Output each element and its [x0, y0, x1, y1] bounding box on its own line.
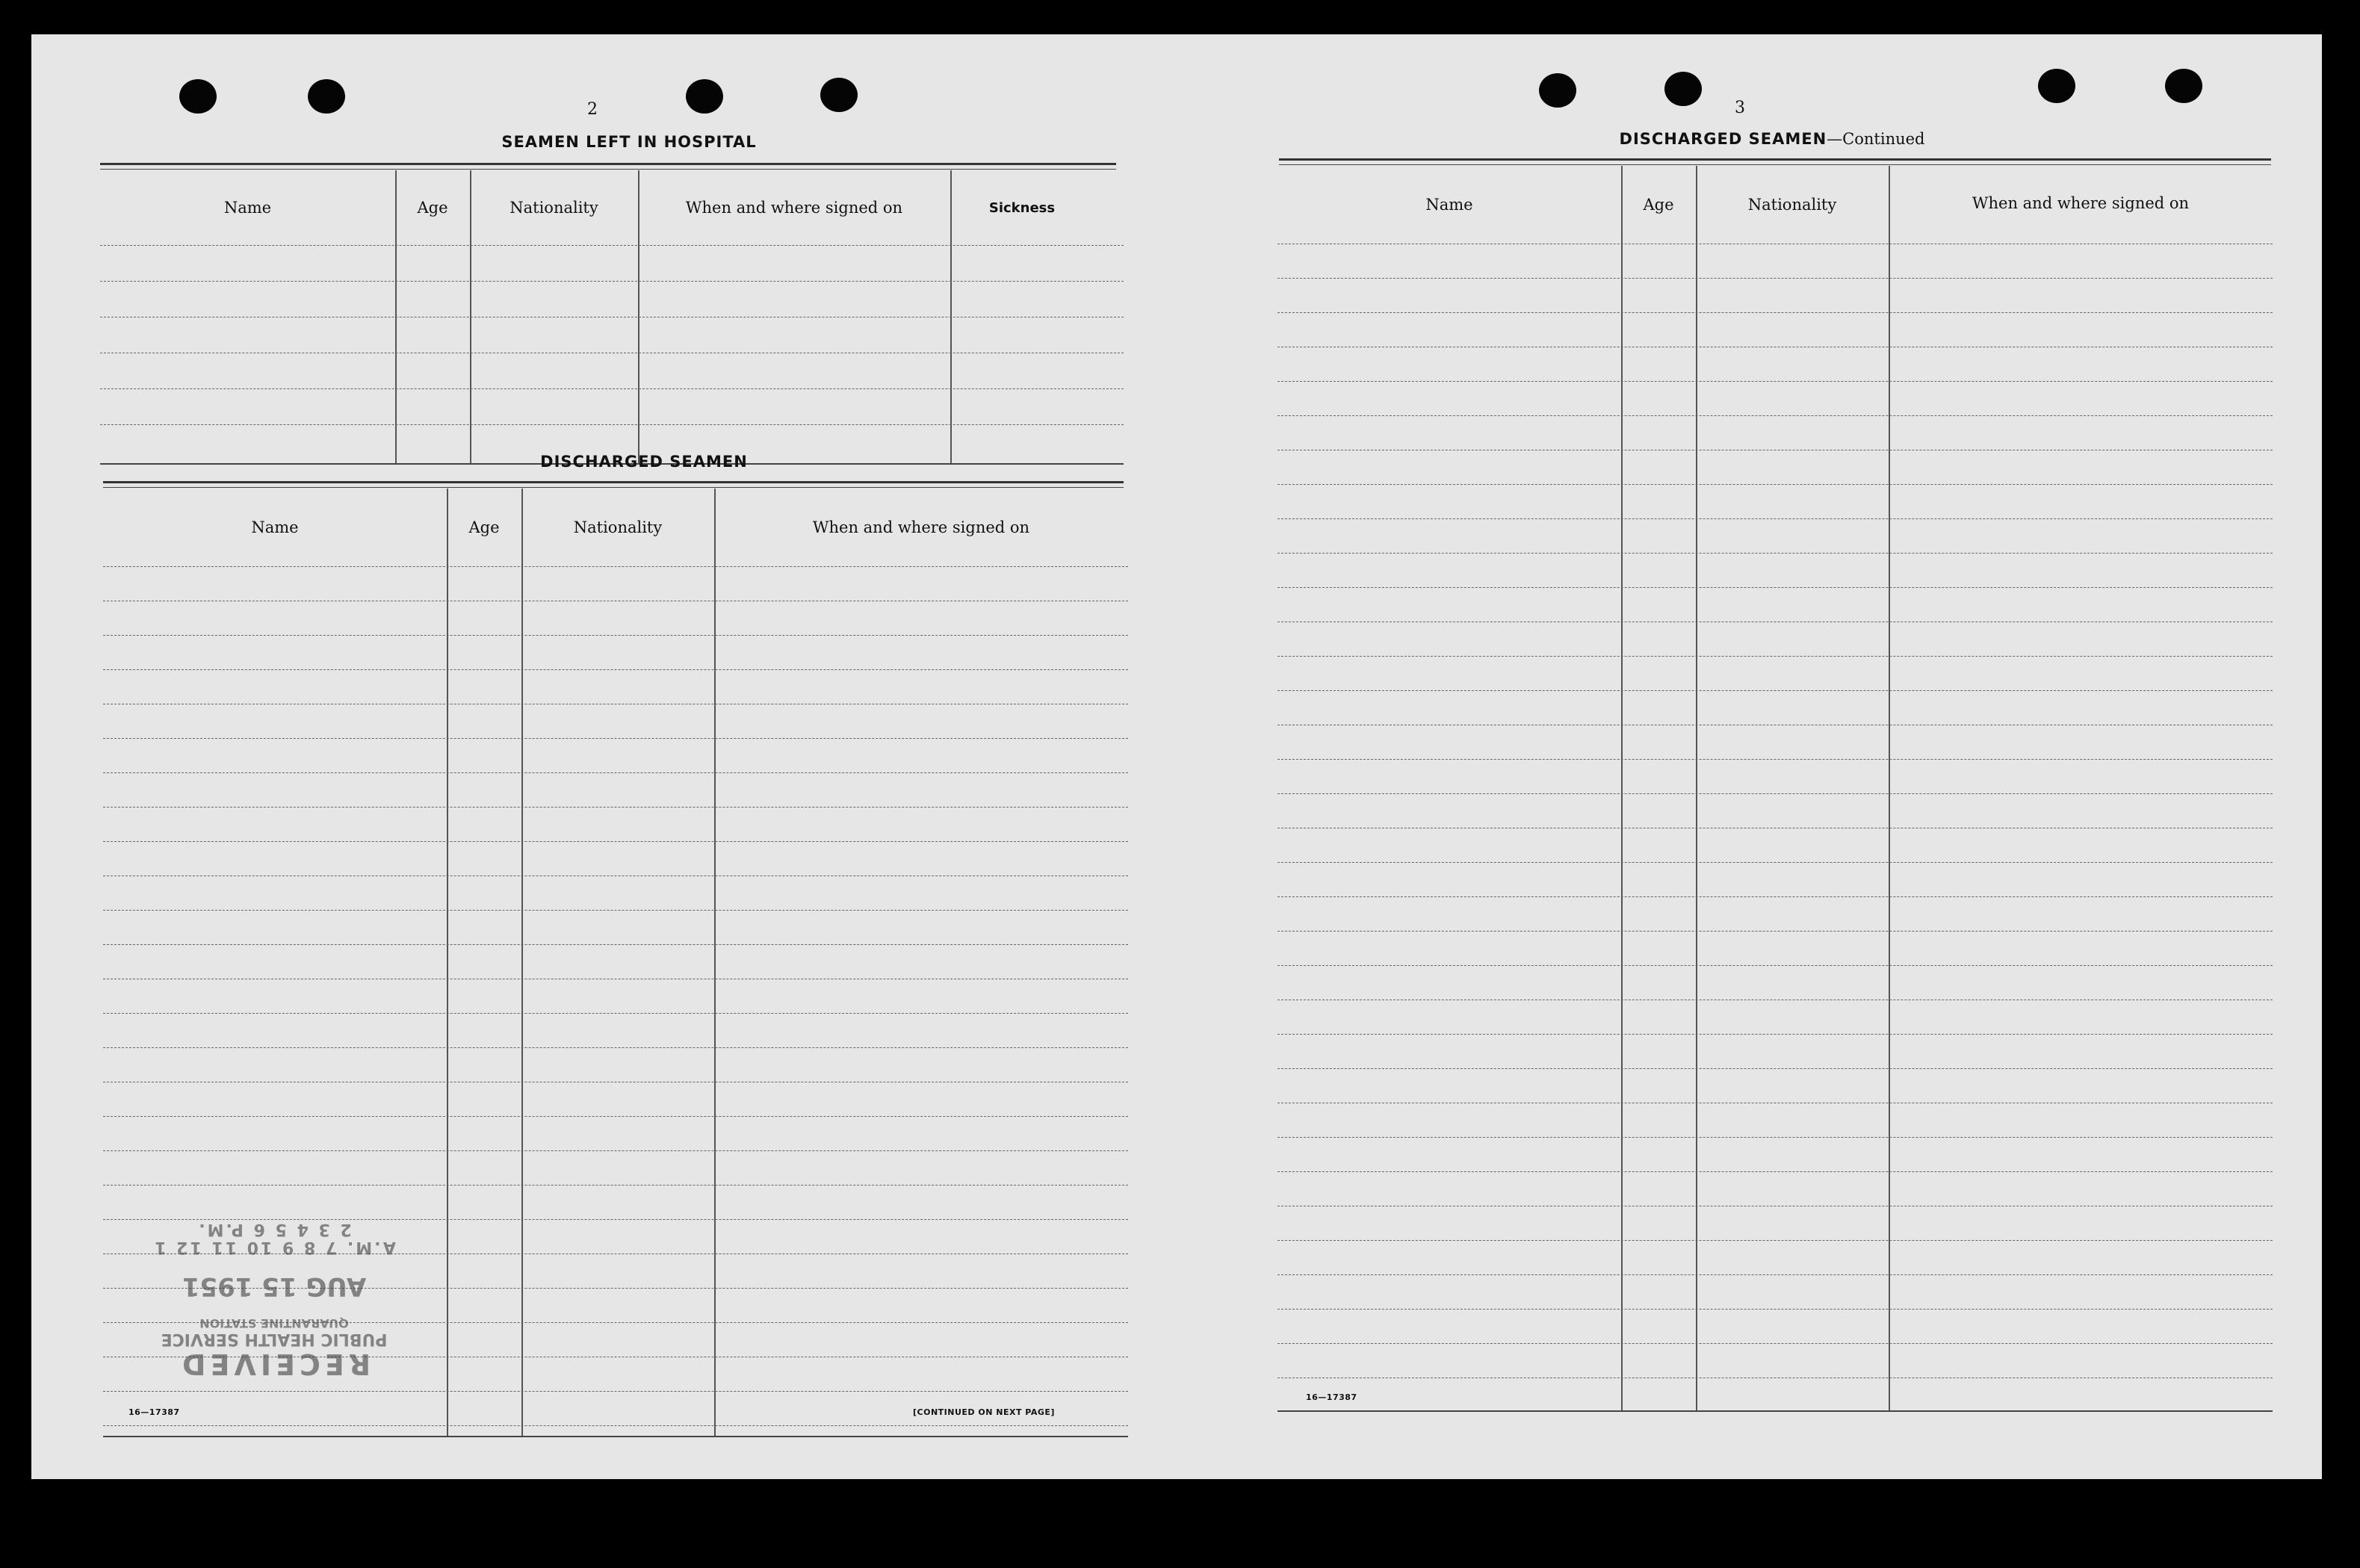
title-rule — [1279, 158, 2271, 165]
row-line — [103, 807, 1128, 808]
row-line — [1277, 1068, 2273, 1069]
form-number: 16—17387 — [1306, 1392, 1357, 1402]
column-divider — [1621, 166, 1623, 1412]
column-header-name: Name — [223, 199, 272, 217]
section-title-discharged: DISCHARGED SEAMEN — [540, 453, 748, 471]
row-line — [100, 388, 1124, 389]
row-line — [103, 772, 1128, 773]
column-header-nationality: Nationality — [1747, 196, 1837, 214]
row-line — [1277, 278, 2273, 279]
row-line — [103, 738, 1128, 739]
row-line — [103, 566, 1128, 567]
row-line — [1277, 759, 2273, 760]
left-page — [31, 34, 1174, 1479]
title-rule — [103, 481, 1124, 488]
section-title-discharged-continued — [1511, 130, 2034, 148]
section-title-hospital: SEAMEN LEFT IN HOSPITAL — [501, 133, 757, 151]
continued-note: [CONTINUED ON NEXT PAGE] — [913, 1407, 1055, 1417]
column-divider — [1889, 166, 1890, 1412]
page-number: 3 — [1735, 99, 1745, 117]
row-line — [103, 1150, 1128, 1151]
row-line — [103, 1436, 1128, 1437]
right-page — [1174, 34, 2322, 1479]
row-line — [100, 424, 1124, 425]
column-header-name: Name — [1425, 196, 1473, 214]
row-line — [1277, 965, 2273, 966]
row-line — [1277, 1410, 2273, 1412]
row-line — [103, 1013, 1128, 1014]
row-line — [1277, 896, 2273, 897]
row-line — [1277, 1034, 2273, 1035]
row-line — [103, 1116, 1128, 1117]
column-header-nationality: Nationality — [510, 199, 598, 217]
row-line — [103, 669, 1128, 670]
row-line — [103, 1425, 1128, 1426]
row-line — [1277, 415, 2273, 416]
row-line — [1277, 518, 2273, 519]
column-divider — [521, 489, 523, 1437]
title-rule — [100, 163, 1116, 170]
row-line — [1277, 690, 2273, 691]
row-line — [103, 841, 1128, 842]
column-divider — [638, 170, 639, 465]
discharged-continued-table — [1277, 166, 2273, 1428]
row-line — [103, 635, 1128, 636]
row-line — [1277, 1240, 2273, 1241]
row-line — [100, 281, 1124, 282]
column-header-age: Age — [468, 518, 500, 536]
row-line — [1277, 1309, 2273, 1310]
row-line — [1277, 587, 2273, 588]
section-title-suffix: —Continued — [1827, 130, 1925, 148]
column-header-sickness: Sickness — [988, 200, 1056, 216]
row-line — [1277, 1137, 2273, 1138]
row-line — [1277, 1343, 2273, 1344]
row-line — [1277, 553, 2273, 554]
row-line — [103, 1047, 1128, 1048]
column-header-signed-on: When and where signed on — [1972, 194, 2190, 212]
row-line — [1277, 793, 2273, 794]
row-line — [1277, 1171, 2273, 1172]
row-line — [103, 1391, 1128, 1392]
column-header-name: Name — [251, 518, 299, 536]
column-header-age: Age — [417, 199, 448, 217]
section-title-text: DISCHARGED SEAMEN — [1619, 130, 1827, 148]
row-line — [1277, 312, 2273, 313]
row-line — [103, 910, 1128, 911]
column-header-age: Age — [1643, 196, 1674, 214]
row-line — [1277, 1274, 2273, 1275]
column-header-signed-on: When and where signed on — [685, 199, 903, 217]
row-line — [1277, 656, 2273, 657]
document-sheet — [31, 34, 2322, 1479]
column-divider — [714, 489, 716, 1437]
row-line — [103, 944, 1128, 945]
received-stamp: RECEIVED PUBLIC HEALTH SERVICE QUARANTINE STATION AUG 15 1951 A.M. 7 8 9 10 11 12 1 2 3 4 5 6 P.M. — [152, 1219, 396, 1380]
column-header-nationality: Nationality — [573, 518, 663, 536]
column-divider — [1696, 166, 1697, 1412]
row-line — [1277, 381, 2273, 382]
column-divider — [950, 170, 952, 465]
row-line — [1277, 862, 2273, 863]
page-number: 2 — [587, 100, 598, 119]
row-line — [1277, 484, 2273, 485]
column-divider — [447, 489, 448, 1437]
column-divider — [470, 170, 471, 465]
form-number: 16—17387 — [128, 1407, 180, 1417]
row-line — [1277, 931, 2273, 932]
hospital-table — [100, 170, 1124, 469]
row-line — [100, 245, 1124, 246]
column-header-signed-on: When and where signed on — [812, 518, 1030, 536]
column-divider — [395, 170, 397, 465]
